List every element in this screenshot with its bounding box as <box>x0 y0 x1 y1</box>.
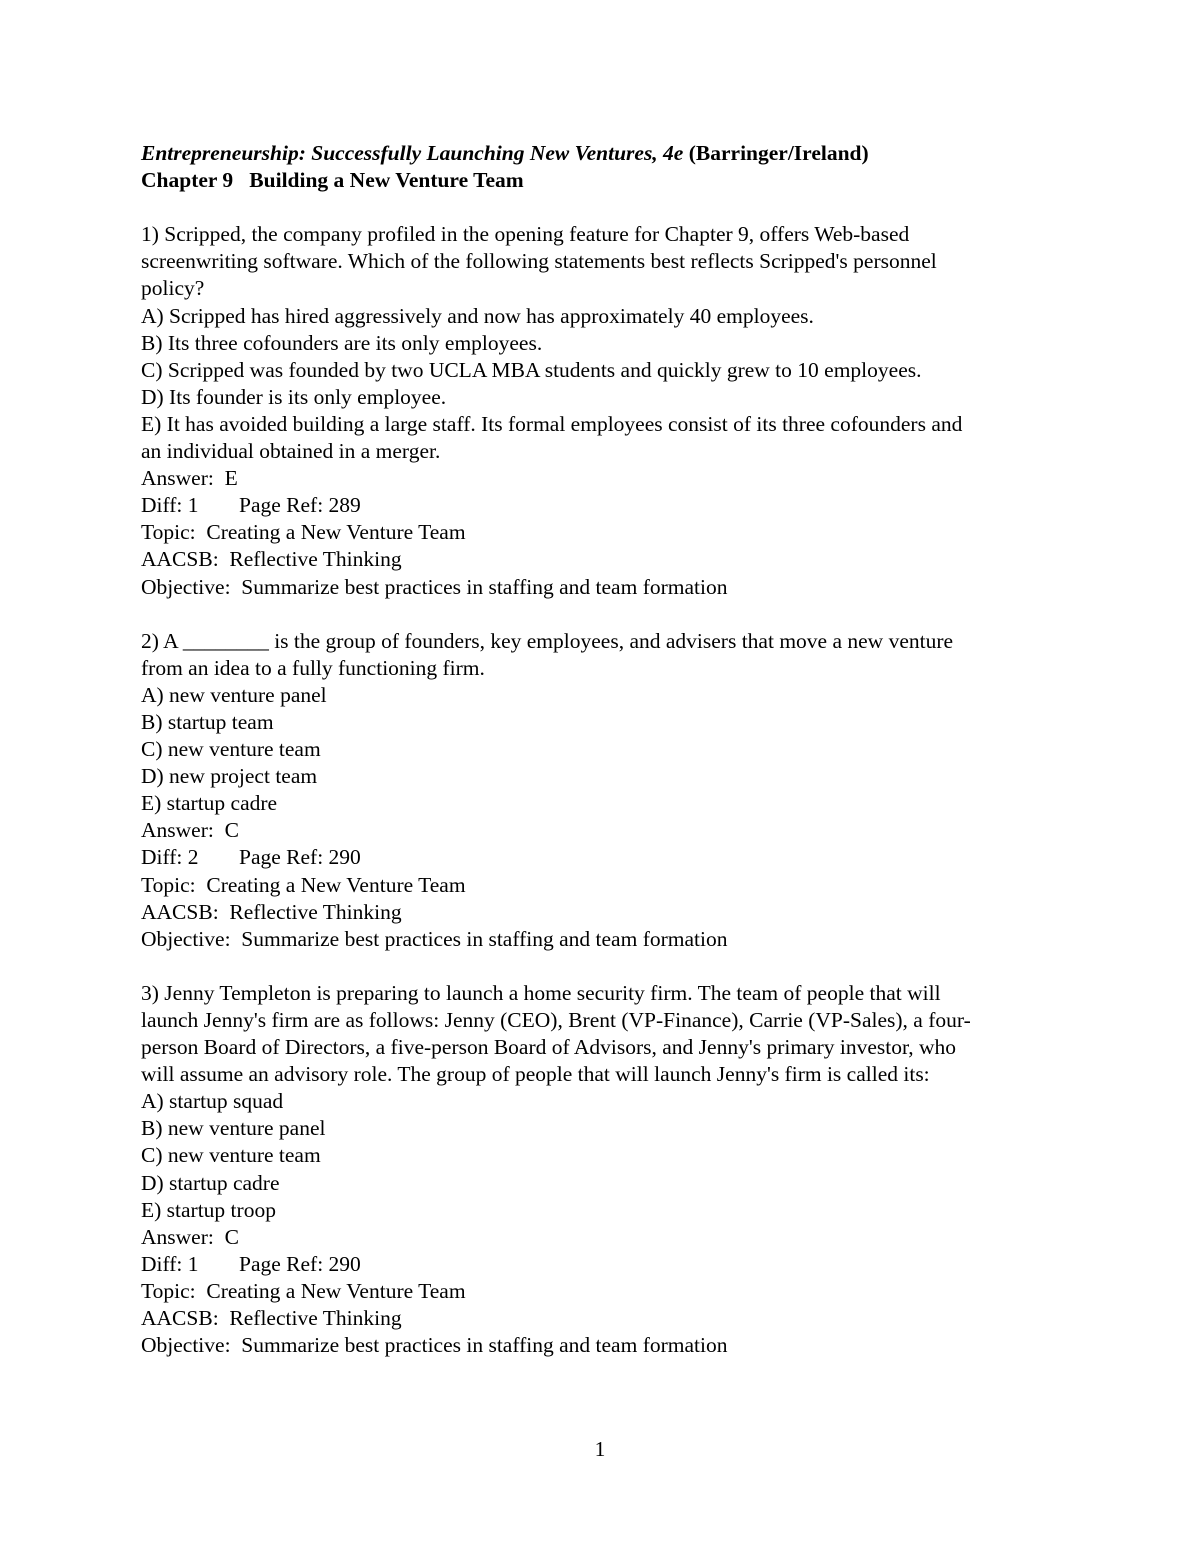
question-stem-line: launch Jenny's firm are as follows: Jenny (CEO), Brent (VP-Finance), Carrie (VP-Sales), a four- <box>141 1008 971 1032</box>
difficulty: Diff: 1 <box>141 493 199 518</box>
answer-option: A) Scripped has hired aggressively and now has approximately 40 employees. <box>141 303 814 328</box>
objective: Objective: Summarize best practices in staffing and team formation <box>141 574 728 599</box>
page-ref: Page Ref: 290 <box>239 845 361 870</box>
aacsb: AACSB: Reflective Thinking <box>141 547 402 572</box>
answer-option: A) new venture panel <box>141 682 327 707</box>
answer-option: E) It has avoided building a large staff. Its formal employees consist of its three cofounders and <box>141 411 963 436</box>
answer-option: an individual obtained in a merger. <box>141 439 441 464</box>
spacer <box>141 194 1061 221</box>
answer-option: C) new venture team <box>141 737 321 762</box>
answer-option: E) startup troop <box>141 1197 276 1222</box>
chapter-title: Chapter 9 Building a New Venture Team <box>141 168 524 193</box>
question-stem-line: policy? <box>141 276 205 301</box>
answer-key: Answer: C <box>141 1224 239 1249</box>
page-ref: Page Ref: 289 <box>239 493 361 518</box>
answer-key: Answer: C <box>141 818 239 843</box>
question-stem-line: 3) Jenny Templeton is preparing to launch a home security firm. The team of people that will <box>141 980 941 1005</box>
topic: Topic: Creating a New Venture Team <box>141 520 466 545</box>
question-stem-line: 1) Scripped, the company profiled in the opening feature for Chapter 9, offers Web-based <box>141 222 910 247</box>
question-stem-line: screenwriting software. Which of the following statements best reflects Scripped's personnel <box>141 249 937 274</box>
objective: Objective: Summarize best practices in staffing and team formation <box>141 1333 728 1358</box>
answer-option: C) new venture team <box>141 1143 321 1168</box>
question-block <box>141 221 1061 600</box>
objective: Objective: Summarize best practices in staffing and team formation <box>141 926 728 951</box>
answer-option: C) Scripped was founded by two UCLA MBA students and quickly grew to 10 employees. <box>141 357 922 382</box>
topic: Topic: Creating a New Venture Team <box>141 1278 466 1303</box>
question-block <box>141 980 1061 1359</box>
page-ref: Page Ref: 290 <box>239 1251 361 1276</box>
answer-option: A) startup squad <box>141 1089 284 1114</box>
question-block <box>141 628 1061 953</box>
spacer <box>141 601 1061 628</box>
book-title: Entrepreneurship: Successfully Launching New Ventures, 4e <box>141 141 684 165</box>
document-header <box>141 140 1061 167</box>
question-stem-line: will assume an advisory role. The group of people that will launch Jenny's firm is called its: <box>141 1062 930 1087</box>
answer-key: Answer: E <box>141 466 238 491</box>
answer-option: D) startup cadre <box>141 1170 280 1195</box>
answer-option: B) new venture panel <box>141 1116 326 1141</box>
topic: Topic: Creating a New Venture Team <box>141 872 466 897</box>
difficulty: Diff: 2 <box>141 845 199 870</box>
difficulty-page-ref <box>141 1251 1061 1278</box>
answer-option: D) Its founder is its only employee. <box>141 384 447 409</box>
page-number: 1 <box>594 1437 606 1461</box>
spacer <box>141 953 1061 980</box>
answer-option: B) startup team <box>141 709 274 734</box>
question-stem-line: 2) A ________ is the group of founders, key employees, and advisers that move a new venture <box>141 628 954 653</box>
answer-option: D) new project team <box>141 764 318 789</box>
aacsb: AACSB: Reflective Thinking <box>141 899 402 924</box>
difficulty: Diff: 1 <box>141 1251 199 1276</box>
question-stem-line: from an idea to a fully functioning firm. <box>141 655 485 680</box>
document-page <box>141 140 1061 1359</box>
answer-option: E) startup cadre <box>141 791 278 816</box>
question-stem-line: person Board of Directors, a five-person Board of Advisors, and Jenny's primary investor, who <box>141 1035 957 1060</box>
difficulty-page-ref <box>141 492 1061 519</box>
book-authors: (Barringer/Ireland) <box>683 141 869 165</box>
aacsb: AACSB: Reflective Thinking <box>141 1306 402 1331</box>
answer-option: B) Its three cofounders are its only employees. <box>141 330 543 355</box>
difficulty-page-ref <box>141 844 1061 871</box>
